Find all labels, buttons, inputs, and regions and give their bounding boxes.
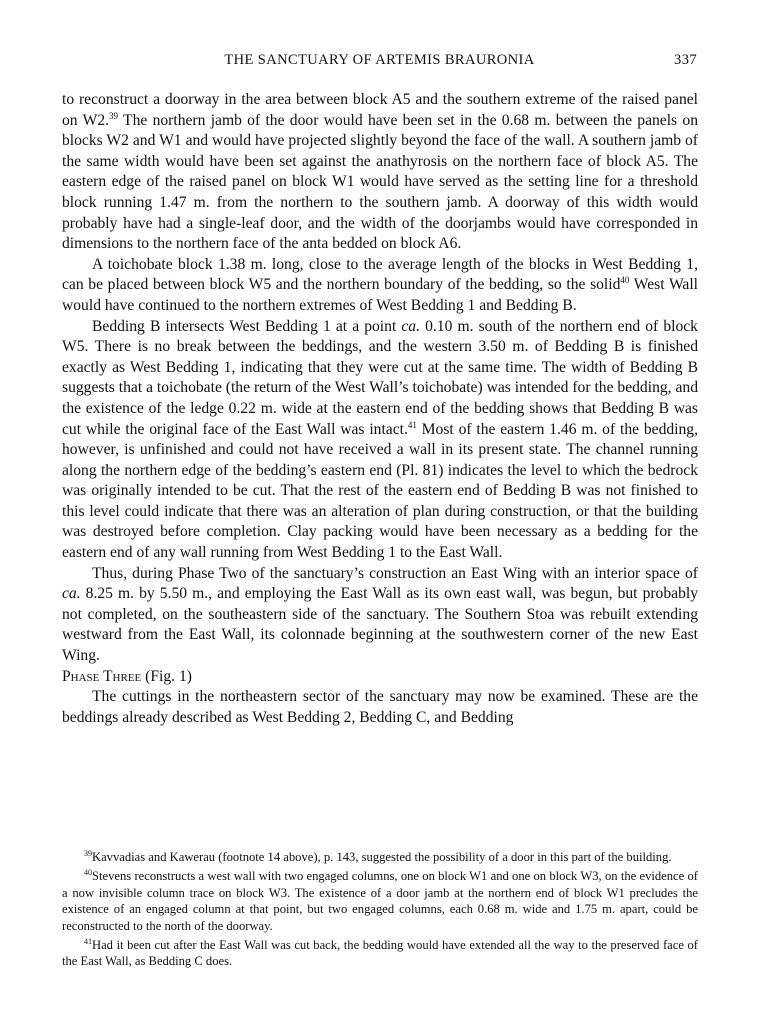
footnote-ref[interactable]: 40 xyxy=(620,275,630,286)
text-run: The northern jamb of the door would have been set in the 0.68 m. between the panels on blocks W2 and W1 and would have projected slightly beyond the face of the wall. A southern jamb of the same width would have been set against the anathyrosis on the northern face of block A5. The eastern edge of the raised panel on block W1 would have served as the setting line for a threshold block running 1.47 m. from the northern to the southern jamb. A doorway of this width would probably have had a single-leaf door, and the width of the doorjambs would have corresponded in dimensions to the northern face of the anta bedded on block A6. xyxy=(62,111,699,253)
paragraph xyxy=(62,90,698,255)
footnote-text: Had it been cut after the East Wall was cut back, the bedding would have extended all the way to the preserved face of the East Wall, as Bedding C does. xyxy=(62,938,698,969)
running-header xyxy=(62,52,697,72)
italic-run: ca. xyxy=(62,585,81,603)
paragraph: The cuttings in the northeastern sector of the sanctuary may now be examined. These are the beddings already described as West Bedding 2, Bedding C, and Bedding xyxy=(62,688,698,726)
footnote-number: 39 xyxy=(84,848,92,858)
footnote-ref[interactable]: 39 xyxy=(109,110,119,121)
text-run: Thus, during Phase Two of the sanctuary’s construction an East Wing with an interior space of xyxy=(92,564,698,582)
text-run: Bedding B intersects West Bedding 1 at a point xyxy=(92,317,402,335)
footnote-text: Stevens reconstructs a west wall with two engaged columns, one on block W1 and one on block W3, on the evidence of a now invisible column trace on block W3. The existence of a door jamb at the northern end of block W1 precludes the existence of an engaged column at that point, but two engaged columns, each 0.68 m. wide and 1.75 m. apart, could be reconstructed to the north of the doorway. xyxy=(62,869,698,933)
main-text xyxy=(62,90,698,728)
text-run: Most of the eastern 1.46 m. of the bedding, however, is unfinished and could not have received a wall in its present state. The channel running along the northern edge of the bedding’s eastern end (Pl. 81) indicates the level to which the bedrock was originally intended to be cut. That the rest of the eastern end of Bedding B was not finished to this level could indicate that there was an alteration of plan during construction, or that the building was destroyed before completion. Clay packing would have been necessary as a bedding for the eastern end of any wall running from West Bedding 1 to the East Wall. xyxy=(62,420,698,562)
footnote-ref[interactable]: 41 xyxy=(407,419,417,430)
text-run: West Wall would have continued to the northern extremes of West Bedding 1 and Bedding B. xyxy=(62,276,698,314)
text-run: A toichobate block 1.38 m. long, close to the average length of the blocks in West Bedding 1, can be placed between block W5 and the northern boundary of the bedding, so the solid xyxy=(62,255,698,294)
figure-reference: (Fig. 1) xyxy=(141,667,192,685)
text-run: to reconstruct a doorway in the area between block A5 and the southern extreme of the raised panel on W2. xyxy=(62,91,698,129)
text-run: 0.10 m. south of the northern end of block W5. There is no break between the beddings, and the western 3.50 m. of Bedding B is finished exactly as West Bedding 1, indicating that they were cut at the same time. The width of Bedding B suggests that a toichobate (the return of the West Wall’s toichobate) was intended for the bedding, and the existence of the ledge 0.22 m. wide at the eastern end of the bedding shows that Bedding B was cut while the original face of the East Wall was intact. xyxy=(62,317,698,438)
footnote xyxy=(62,849,698,865)
footnotes xyxy=(62,849,698,973)
footnote xyxy=(62,868,698,934)
paragraph xyxy=(62,317,698,564)
running-title: THE SANCTUARY OF ARTEMIS BRAURONIA xyxy=(224,52,535,68)
paragraph xyxy=(62,255,698,317)
paragraph xyxy=(62,564,698,667)
footnote-number: 41 xyxy=(84,936,92,946)
section-label: Phase Three xyxy=(62,667,142,685)
italic-run: ca. xyxy=(401,317,420,335)
footnote-text: Kavvadias and Kawerau (footnote 14 above), p. 143, suggested the possibility of a door in this part of the building. xyxy=(92,850,672,864)
section-heading xyxy=(62,667,698,688)
text-run: 8.25 m. by 5.50 m., and employing the East Wall as its own east wall, was begun, but probably not completed, on the southeastern side of the sanctuary. The Southern Stoa was rebuilt extending westward from the East Wall, its colonnade beginning at the southwestern corner of the new East Wing. xyxy=(62,585,698,665)
footnote xyxy=(62,937,698,970)
footnote-number: 40 xyxy=(84,868,92,878)
page-number: 337 xyxy=(674,52,697,68)
